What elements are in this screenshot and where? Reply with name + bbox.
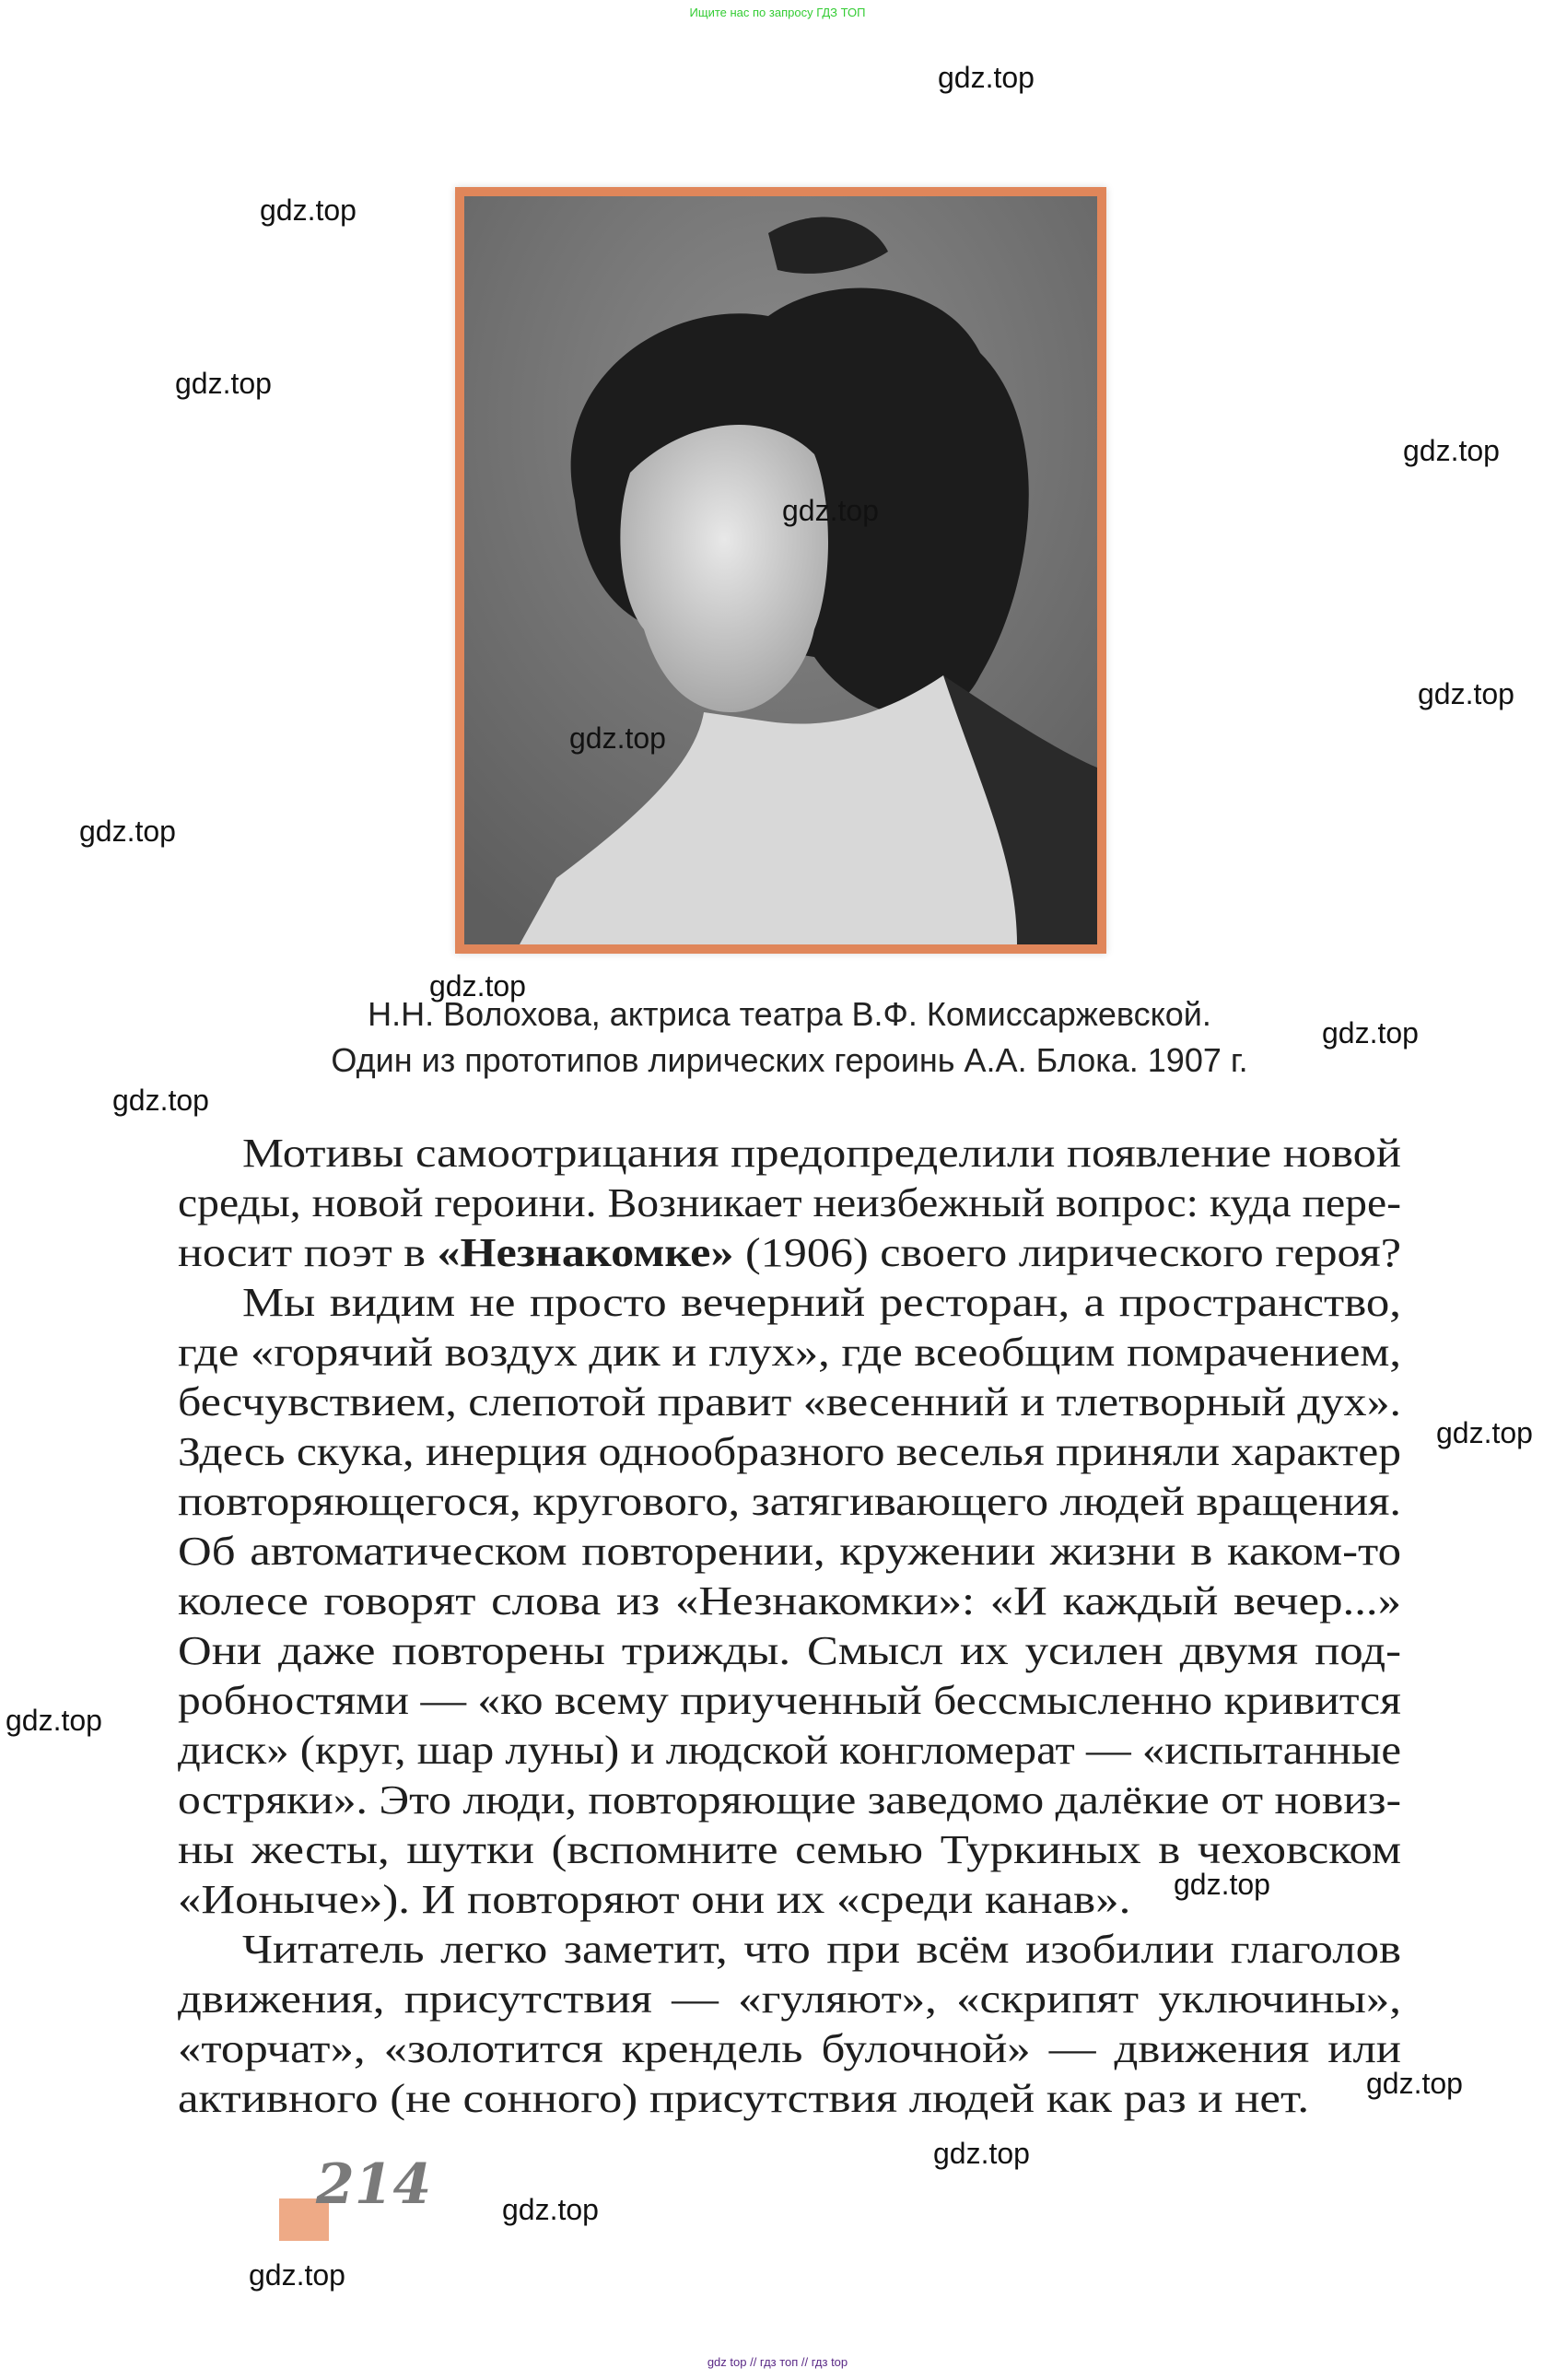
text-line: бесчувствием, слепотой правит «весенний и тлетворный дух». — [178, 1379, 1402, 1424]
text-line: Мотивы самоотрицания предопределили появление новой — [242, 1131, 1401, 1176]
text-line: «Ионыче»). И повторяют они их «среди канав». — [178, 1877, 1131, 1922]
text-segment: носит поэт в — [178, 1230, 438, 1275]
work-title-bold: «Незнакомке» — [437, 1230, 734, 1275]
watermark: gdz.top — [79, 815, 176, 848]
watermark: gdz.top — [1436, 1416, 1533, 1449]
text-line: Они даже повторены трижды. Смысл их усилен двумя под- — [178, 1628, 1401, 1673]
photo-caption-line-2: Один из прототипов лирических героинь А.А. Блока. 1907 г. — [331, 1041, 1248, 1079]
text-line: Читатель легко заметит, что при всём изобилии глаголов — [242, 1927, 1401, 1972]
watermark: gdz.top — [569, 721, 666, 755]
text-line: Здесь скука, инерция однообразного веселья приняли характер — [178, 1429, 1401, 1474]
text-line — [178, 1228, 1555, 1278]
watermark: gdz.top — [429, 969, 526, 1002]
portrait-photo — [455, 187, 1106, 954]
page-number: 214 — [316, 2152, 432, 2217]
portrait-image — [464, 196, 1097, 944]
watermark: gdz.top — [112, 1084, 209, 1117]
watermark: gdz.top — [1418, 677, 1514, 710]
watermark: gdz.top — [782, 494, 879, 527]
watermark: gdz.top — [175, 367, 272, 400]
watermark: gdz.top — [933, 2137, 1030, 2170]
photo-caption-line-1: Н.Н. Волохова, актриса театра В.Ф. Комиссаржевской. — [368, 995, 1211, 1033]
text-line: Мы видим не просто вечерний ресторан, а пространство, — [242, 1280, 1401, 1325]
text-line: Об автоматическом повторении, кружении жизни в каком-то — [178, 1529, 1401, 1574]
search-hint-banner: Ищите нас по запросу ГДЗ ТОП — [689, 6, 866, 19]
watermark: gdz.top — [502, 2193, 599, 2226]
watermark: gdz.top — [260, 193, 357, 227]
text-line: остряки». Это люди, повторяющие заведомо далёкие от новиз- — [178, 1777, 1401, 1823]
text-line: активного (не сонного) присутствия людей как раз и нет. — [178, 2076, 1310, 2121]
text-line: колесе говорят слова из «Незнакомки»: «И каждый вечер...» — [178, 1578, 1401, 1624]
text-line: где «горячий воздух дик и глух», где всеобщим помрачением, — [178, 1330, 1401, 1375]
text-segment: (1906) своего лирического героя? — [733, 1230, 1401, 1275]
watermark: gdz.top — [1403, 434, 1500, 467]
text-line: движения, присутствия — «гуляют», «скрипят уключины», — [178, 1976, 1401, 2022]
watermark: gdz.top — [6, 1704, 102, 1737]
text-line: среды, новой героини. Возникает неизбежный вопрос: куда пере- — [178, 1180, 1401, 1225]
body-text — [178, 1129, 1401, 2124]
watermark: gdz.top — [249, 2258, 345, 2292]
text-line: «торчат», «золотится крендель булочной» — движения или — [178, 2026, 1401, 2071]
text-line: повторяющегося, кругового, затягивающего людей вращения. — [178, 1479, 1402, 1524]
text-line: робностями — «ко всему приученный бессмысленно кривится — [178, 1678, 1401, 1723]
text-line: ны жесты, шутки (вспомните семью Туркиных в чеховском — [178, 1827, 1401, 1872]
watermark: gdz.top — [1366, 2067, 1463, 2100]
watermark: gdz.top — [1322, 1016, 1419, 1049]
text-line: диск» (круг, шар луны) и людской конгломерат — «испытанные — [178, 1728, 1401, 1773]
watermark: gdz.top — [1174, 1868, 1270, 1901]
footer-watermark: gdz top // гдз топ // гдз top — [707, 2355, 848, 2369]
watermark: gdz.top — [938, 61, 1035, 94]
